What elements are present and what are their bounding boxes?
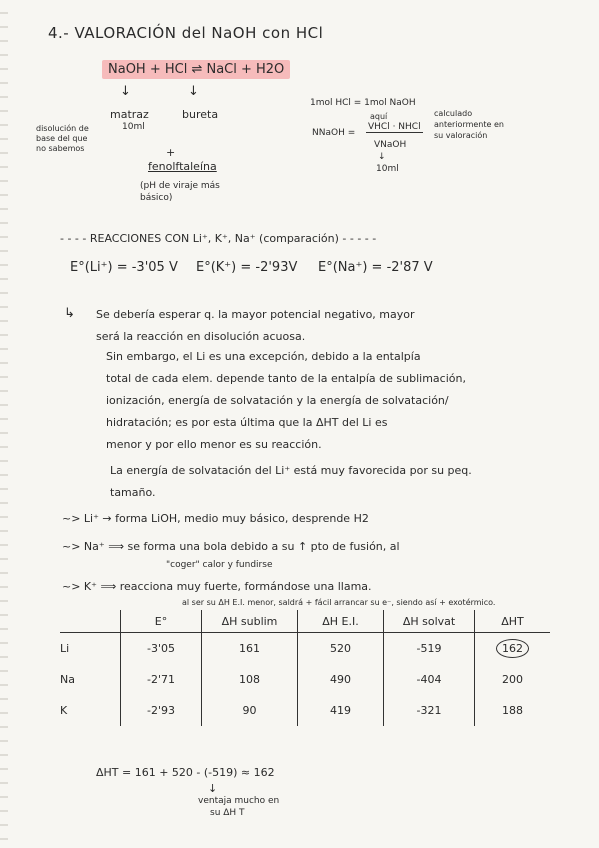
mol-relation: 1mol HCl = 1mol NaOH (310, 98, 416, 108)
reaction-equation (102, 62, 290, 77)
table-cell: 200 (475, 664, 551, 695)
table-cell: -3'05 (121, 633, 202, 665)
potential-na: E°(Na⁺) = -2'87 V (318, 260, 433, 275)
table-cell: 419 (298, 695, 384, 726)
table-cell: -2'71 (121, 664, 202, 695)
table-cell: 90 (202, 695, 298, 726)
calc-numerator: VHCl · NHCl (368, 122, 421, 132)
table-header: ΔH solvat (384, 610, 475, 633)
para-line-8: La energía de solvatación del Li⁺ está muy favorecida por su peq. (110, 464, 472, 477)
para-line-2: será la reacción en disolución acuosa. (96, 330, 306, 343)
table-header (60, 610, 121, 633)
calc-lhs: NNaOH = (312, 128, 356, 138)
bureta-label: bureta (182, 108, 219, 121)
enthalpy-calc: ΔHT = 161 + 520 - (-519) ≈ 162 (96, 766, 275, 779)
table-cell: -321 (384, 695, 475, 726)
table-cell: -519 (384, 633, 475, 665)
footer-note-b: su ΔH T (210, 808, 245, 818)
na-reaction-a: ~> Na⁺ ⟹ se forma una bola debido a su ↑ pto de fusión, al (62, 540, 400, 553)
potential-li: E°(Li⁺) = -3'05 V (70, 260, 178, 275)
section-title: 4.- VALORACIÓN del NaOH con HCl (48, 24, 324, 42)
table-cell: 108 (202, 664, 298, 695)
table-cell: 188 (475, 695, 551, 726)
table-header: E° (121, 610, 202, 633)
table-cell: 520 (298, 633, 384, 665)
indicator-label: fenolftaleína (148, 160, 217, 173)
table-header-row (60, 610, 550, 633)
footer-note-a: ventaja mucho en (198, 796, 280, 806)
k-reaction-a: ~> K⁺ ⟹ reacciona muy fuerte, formándose una llama. (62, 580, 372, 593)
para-line-9: tamaño. (110, 486, 156, 499)
table-header: ΔH sublim (202, 610, 298, 633)
arrow-down-icon: ↓ (208, 782, 218, 795)
li-reaction: ~> Li⁺ → forma LiOH, medio muy básico, desprende H2 (62, 512, 369, 525)
table-cell: 490 (298, 664, 384, 695)
plus-sign: + (166, 146, 176, 159)
para-line-5: ionización, energía de solvatación y la energía de solvatación/ (106, 394, 449, 407)
para-line-7: menor y por ello menor es su reacción. (106, 438, 322, 451)
para-line-6: hidratación; es por esta última que la ΔHT del Li es (106, 416, 388, 429)
arrow-down-icon: ↓ (188, 84, 199, 99)
indicator-note: (pH de viraje más básico) (140, 181, 220, 203)
table-row (60, 664, 550, 695)
calc-note: calculado anteriormente en su valoración (434, 109, 504, 140)
table-cell: Li (60, 642, 70, 655)
arrow-return-icon: ↳ (64, 306, 75, 321)
matraz-volume: 10ml (122, 122, 145, 132)
k-reaction-b: al ser su ΔH E.I. menor, saldrá + fácil arrancar su e⁻, siendo así + exotérmico. (182, 598, 496, 607)
table-cell (475, 633, 551, 665)
table-cell: K (60, 704, 68, 717)
page-margin-holes (0, 0, 8, 848)
table-header: ΔHT (475, 610, 551, 633)
aqui-label: aquí (370, 112, 388, 121)
enthalpy-table (60, 610, 550, 726)
table-cell: -2'93 (121, 695, 202, 726)
para-line-3: Sin embargo, el Li es una excepción, debido a la entalpía (106, 350, 421, 363)
para-line-4: total de cada elem. depende tanto de la entalpía de sublimación, (106, 372, 466, 385)
na-reaction-b: "coger" calor y fundirse (166, 560, 273, 570)
calc-denominator: VNaOH (374, 140, 407, 150)
table-header: ΔH E.I. (298, 610, 384, 633)
circled-value: 162 (496, 639, 529, 658)
calc-den-value: 10ml (376, 164, 399, 174)
table-row (60, 633, 550, 665)
arrow-down-icon: ↓ (120, 84, 131, 99)
arrow-down-icon: ↓ (378, 152, 386, 162)
table-cell: -404 (384, 664, 475, 695)
table-cell: 161 (202, 633, 298, 665)
matraz-note: disolución de base del que no sabemos (36, 124, 89, 153)
reaction-highlight: NaOH + HCl ⇌ NaCl + H2O (102, 60, 290, 79)
table-row (60, 695, 550, 726)
matraz-label: matraz (110, 108, 149, 121)
potential-k: E°(K⁺) = -2'93V (196, 260, 298, 275)
table-cell: Na (60, 673, 75, 686)
para-line-1: Se debería esperar q. la mayor potencial negativo, mayor (96, 308, 415, 321)
section2-heading: - - - - REACCIONES CON Li⁺, K⁺, Na⁺ (comparación) - - - - - (60, 232, 377, 245)
